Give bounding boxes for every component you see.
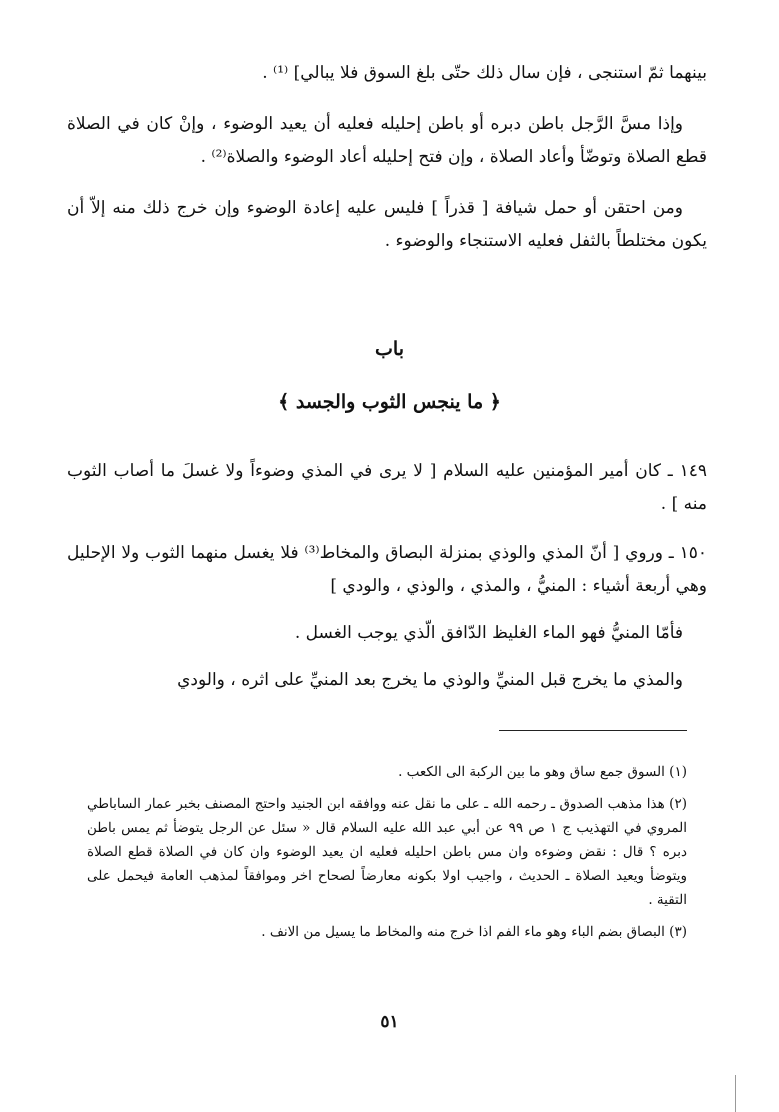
page-number: ٥١ (380, 1012, 399, 1032)
footnote-3: (٣) البصاق بضم الباء وهو ماء الفم اذا خرج منه والمخاط ما يسيل من الانف . (261, 924, 687, 940)
paragraph-madhi: والمذي ما يخرج قبل المنيِّ والوذي ما يخرج بعد المنيِّ على اثره ، والودي (177, 670, 683, 690)
footnote-2: (٢) هذا مذهب الصدوق ـ رحمه الله ـ على ما نقل عنه ووافقه ابن الجنيد واحتج المصنف بخبر عمار الساباطي المروي في التهذيب ج ١ ص ٩٩ عن أبي عبد الله عليه السلام قال « سئل عن الرجل يتوضأ ثم يمس باطن دبره ؟ قال : نقض وضوءه وان مس باطن احليله فعليه ان يعيد الوضوء وان كان في الصلاة قطع الصلاة ويتوضأ ويعيد الصلاة ـ الحديث ، واجيب اولا بكونه معارضاً لصحاح اخر وموافقاً لمذهب العامة فيحمل على التقية . (87, 796, 687, 908)
page-edge-line (735, 1075, 736, 1112)
paragraph-touching: وإذا مسَّ الرَّجل باطن دبره أو باطن إحليله فعليه أن يعيد الوضوء ، وإنْ كان في الصلاة قطع الصلاة وتوضّأ وأعاد الصلاة ، وإن فتح إحليله أعاد الوضوء والصلاة⁽²⁾ . (67, 114, 707, 167)
hadith-149: ١٤٩ ـ كان أمير المؤمنين عليه السلام [ لا يرى في المذي وضوءاً ولا غسلَ ما أصاب الثوب منه ] . (67, 461, 707, 514)
paragraph-mani: فأمّا المنيُّ فهو الماء الغليظ الدّافق الّذي يوجب الغسل . (294, 623, 683, 643)
footnotes (87, 760, 687, 952)
footnote-1: (١) السوق جمع ساق وهو ما بين الركبة الى الكعب . (398, 764, 687, 780)
paragraph-enema: ومن احتقن أو حمل شيافة [ قذراً ] فليس عليه إعادة الوضوء وإن خرج ذلك منه إلاّ أن يكون مختلطاً بالثفل فعليه الاستنجاء والوضوء . (67, 198, 707, 251)
hadith-150: ١٥٠ ـ وروي [ أنّ المذي والوذي بمنزلة البصاق والمخاط⁽³⁾ فلا يغسل منهما الثوب ولا الإحليل وهي أربعة أشياء : المنيُّ ، والمذي ، والوذي ، والودي ] (67, 543, 707, 596)
chapter-label: باب (375, 338, 404, 360)
upper-text-block (67, 57, 707, 258)
lower-text-block (67, 455, 707, 697)
paragraph-continuation: بينهما ثمّ استنجى ، فإن سال ذلك حتّى بلغ السوق فلا يبالي] ⁽¹⁾ . (262, 63, 707, 83)
footnote-separator (499, 730, 687, 731)
chapter-title: ﴿ ما ينجس الثوب والجسد ﴾ (278, 391, 501, 413)
